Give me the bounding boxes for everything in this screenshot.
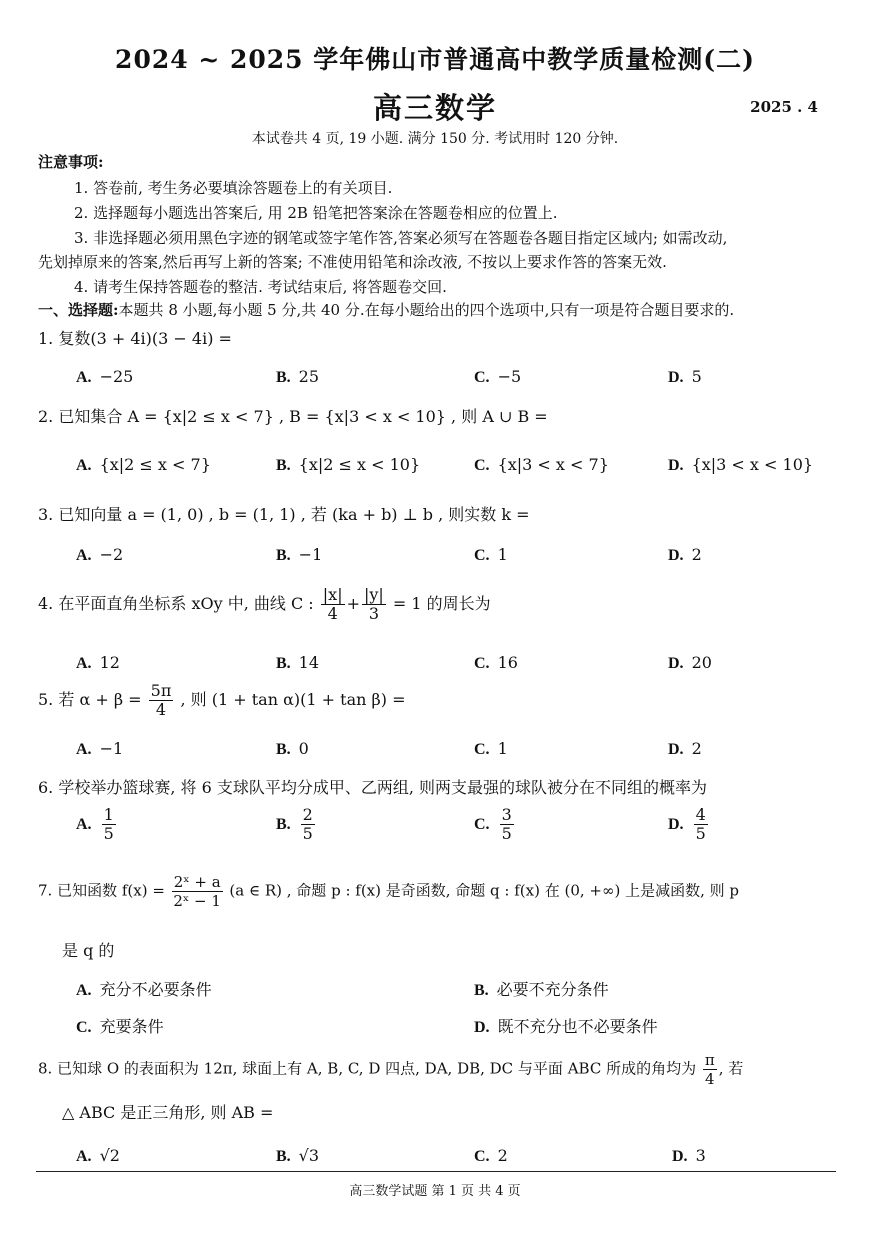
q3-option-a: [76, 545, 123, 565]
q6-option-c: [474, 806, 516, 843]
fraction-denominator: 4: [155, 700, 167, 719]
q5-option-d: [668, 739, 702, 759]
option-label: A.: [76, 982, 92, 999]
option-label: C.: [474, 655, 490, 672]
q1-option-b: [276, 367, 319, 387]
fraction-denominator: 5: [103, 824, 114, 843]
question-3-stem: 3. 已知向量 a = (1, 0) , b = (1, 1) , 若 (ka + b) ⊥ b , 则实数 k =: [38, 505, 530, 524]
q8-option-a: [76, 1146, 120, 1166]
option-text: {x|2 ≤ x < 7}: [99, 455, 211, 474]
q2-option-a: [76, 455, 211, 475]
q4-stem-pre: 4. 在平面直角坐标系 xOy 中, 曲线 C :: [38, 594, 314, 613]
option-text: 必要不充分条件: [496, 980, 609, 999]
q6-option-d: [668, 806, 710, 843]
q8-option-d: [672, 1146, 706, 1166]
option-text: 充要条件: [99, 1017, 164, 1036]
option-label: A.: [76, 547, 92, 564]
q3-option-c: [474, 545, 508, 565]
question-2-stem: 2. 已知集合 A = {x|2 ≤ x < 7} , B = {x|3 < x < 10} , 则 A ∪ B =: [38, 407, 548, 426]
q4-option-a: [76, 653, 120, 673]
exam-intro: 本试卷共 4 页, 19 小题. 满分 150 分. 考试用时 120 分钟.: [251, 131, 619, 147]
footer-divider: [36, 1171, 836, 1172]
section-title: 一、选择题:: [38, 301, 119, 319]
exam-date: 2025 . 4: [750, 98, 818, 116]
option-label: B.: [276, 655, 291, 672]
q5-fraction: [149, 682, 174, 719]
option-text: 既不充分也不必要条件: [497, 1017, 658, 1036]
q5-option-a: [76, 739, 123, 759]
option-text: {x|2 ≤ x < 10}: [298, 455, 421, 474]
q7-option-b: [474, 977, 609, 1000]
q6-option-b: [276, 806, 317, 843]
option-label: A.: [76, 1148, 92, 1165]
fraction-denominator: 5: [302, 824, 313, 843]
option-text: √2: [99, 1146, 120, 1165]
subject-title: 高三数学: [372, 91, 497, 125]
q4-fraction-x: [321, 586, 345, 623]
q5-stem-post: , 则 (1 + tan α)(1 + tan β) =: [180, 690, 406, 709]
option-label: A.: [76, 655, 92, 672]
note-item: 2. 选择题每小题选出答案后, 用 2B 铅笔把答案涂在答题卷相应的位置上.: [74, 204, 558, 222]
question-5-stem: [38, 682, 405, 719]
q4-option-c: [474, 653, 518, 673]
q7-option-a: [76, 977, 212, 1000]
q1-option-c: [474, 367, 521, 387]
option-label: C.: [474, 457, 490, 474]
exam-title: 2024 ~ 2025 学年佛山市普通高中教学质量检测(二): [115, 45, 755, 74]
q7-option-c: [76, 1014, 164, 1037]
q2-option-b: [276, 455, 420, 475]
option-label: A.: [76, 741, 92, 758]
fraction-numerator: 1: [103, 805, 114, 824]
option-text: 3: [695, 1146, 706, 1165]
option-text: −25: [99, 367, 134, 386]
option-label: A.: [76, 369, 92, 386]
option-label: A.: [76, 816, 92, 833]
q6-option-a: [76, 806, 118, 843]
q8-stem-post: , 若: [718, 1059, 744, 1078]
fraction-numerator: 2ˣ + a: [173, 873, 221, 891]
fraction-numerator: 3: [501, 805, 512, 824]
option-text: 14: [298, 653, 320, 672]
option-label: B.: [276, 547, 291, 564]
option-text: 0: [298, 739, 309, 758]
option-label: B.: [474, 982, 489, 999]
option-text: 2: [691, 739, 702, 758]
page-footer: 高三数学试题 第 1 页 共 4 页: [349, 1184, 521, 1199]
option-text: 1: [497, 545, 508, 564]
q3-option-b: [276, 545, 322, 565]
fraction-denominator: 5: [501, 824, 512, 843]
option-fraction: [301, 806, 315, 843]
question-7-stem: [38, 873, 739, 910]
option-text: −1: [99, 739, 124, 758]
fraction-denominator: 4: [327, 604, 338, 623]
fraction-denominator: 2ˣ − 1: [173, 892, 221, 910]
option-text: 1: [497, 739, 508, 758]
q5-option-c: [474, 739, 508, 759]
option-label: A.: [76, 457, 92, 474]
option-text: {x|3 < x < 7}: [497, 455, 609, 474]
option-text: √3: [298, 1146, 320, 1165]
option-label: D.: [474, 1019, 490, 1036]
q3-option-d: [668, 545, 702, 565]
question-1-stem: 1. 复数(3 + 4i)(3 − 4i) =: [38, 329, 232, 348]
question-4-stem: [38, 586, 491, 623]
option-label: D.: [668, 741, 684, 758]
option-label: D.: [668, 547, 684, 564]
section-heading: [38, 299, 734, 320]
note-item: 4. 请考生保持答题卷的整洁. 考试结束后, 将答题卷交回.: [74, 278, 447, 296]
notes-heading: 注意事项:: [38, 153, 104, 171]
section-desc: 本题共 8 小题,每小题 5 分,共 40 分.在每小题给出的四个选项中,只有一项是符合题目要求的.: [118, 301, 735, 319]
option-label: D.: [668, 369, 684, 386]
option-text: 2: [497, 1146, 508, 1165]
question-8-stem: [38, 1051, 743, 1088]
option-text: 充分不必要条件: [99, 980, 212, 999]
option-label: C.: [474, 369, 490, 386]
q7-stem-post: (a ∈ R) , 命题 p : f(x) 是奇函数, 命题 q : f(x) 在 (0, +∞) 上是减函数, 则 p: [229, 881, 740, 900]
option-label: C.: [474, 741, 490, 758]
q8-fraction: [703, 1051, 717, 1088]
q7-stem-pre: 7. 已知函数 f(x) =: [38, 881, 165, 900]
option-text: −2: [99, 545, 124, 564]
q2-option-c: [474, 455, 609, 475]
fraction-denominator: 3: [368, 604, 379, 623]
fraction-numerator: 2: [302, 805, 313, 824]
option-label: C.: [474, 1148, 490, 1165]
fraction-denominator: 4: [705, 1070, 715, 1088]
option-text: −5: [497, 367, 522, 386]
option-text: 20: [691, 653, 712, 672]
note-item: 3. 非选择题必须用黑色字迹的钢笔或签字笔作答,答案必须写在答题卷各题目指定区域内; 如需改动,: [74, 229, 728, 247]
option-text: 2: [691, 545, 702, 564]
option-fraction: [102, 806, 116, 843]
q1-option-d: [668, 367, 702, 387]
fraction-numerator: |x|: [322, 585, 343, 604]
q7-option-d: [474, 1014, 658, 1037]
option-text: −1: [298, 545, 323, 564]
option-fraction: [694, 806, 708, 843]
note-item: 先划掉原来的答案,然后再写上新的答案; 不准使用铅笔和涂改液, 不按以上要求作答的答案无效.: [38, 253, 667, 271]
q4-option-b: [276, 653, 319, 673]
option-label: B.: [276, 369, 291, 386]
option-label: D.: [672, 1148, 688, 1165]
option-text: 25: [298, 367, 320, 386]
option-fraction: [500, 806, 514, 843]
option-label: D.: [668, 655, 684, 672]
question-8-stem-line2: △ ABC 是正三角形, 则 AB =: [62, 1103, 274, 1122]
fraction-numerator: π: [704, 1051, 715, 1069]
q5-option-b: [276, 739, 309, 759]
option-label: D.: [668, 457, 684, 474]
option-text: 16: [497, 653, 518, 672]
q8-option-b: [276, 1146, 319, 1166]
option-label: C.: [474, 816, 490, 833]
option-label: C.: [474, 547, 490, 564]
option-label: B.: [276, 1148, 291, 1165]
q8-stem-pre: 8. 已知球 O 的表面积为 12π, 球面上有 A, B, C, D 四点, DA, DB, DC 与平面 ABC 所成的角均为: [38, 1059, 697, 1078]
q5-stem-pre: 5. 若 α + β =: [38, 690, 142, 709]
fraction-numerator: 5π: [150, 681, 172, 700]
option-label: B.: [276, 457, 291, 474]
option-label: B.: [276, 741, 291, 758]
q4-stem-post: = 1 的周长为: [392, 594, 491, 613]
option-label: B.: [276, 816, 291, 833]
q1-option-a: [76, 367, 133, 387]
question-7-stem-line2: 是 q 的: [62, 941, 115, 960]
plus-sign: +: [346, 594, 360, 613]
option-text: 12: [99, 653, 120, 672]
option-text: 5: [691, 367, 702, 386]
q7-fraction: [172, 873, 223, 910]
question-6-stem: 6. 学校举办篮球赛, 将 6 支球队平均分成甲、乙两组, 则两支最强的球队被分在不同组的概率为: [38, 778, 708, 797]
note-item: 1. 答卷前, 考生务必要填涂答题卷上的有关项目.: [74, 179, 393, 197]
q2-option-d: [668, 455, 813, 475]
q4-fraction-y: [362, 586, 386, 623]
fraction-denominator: 5: [695, 824, 706, 843]
fraction-numerator: 4: [695, 805, 706, 824]
option-label: D.: [668, 816, 684, 833]
fraction-numerator: |y|: [364, 585, 384, 604]
q8-option-c: [474, 1146, 508, 1166]
option-label: C.: [76, 1019, 92, 1036]
option-text: {x|3 < x < 10}: [691, 455, 814, 474]
q4-option-d: [668, 653, 712, 673]
